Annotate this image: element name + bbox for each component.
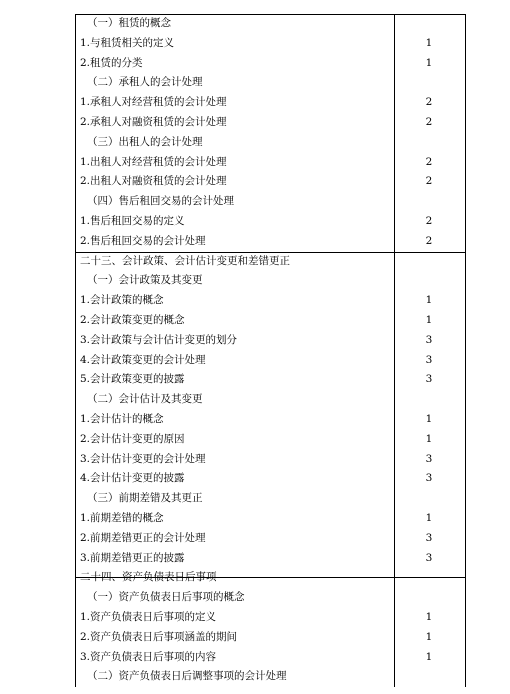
row-number: 2	[425, 234, 433, 247]
table-row	[75, 628, 466, 648]
row-text: （一）租赁的概念	[87, 17, 171, 29]
row-text: 二十四、资产负债表日后事项	[80, 571, 217, 584]
row-text: 1.会计政策的概念	[80, 294, 164, 307]
table-row	[75, 430, 466, 450]
row-text: 2.会计政策变更的概念	[80, 314, 185, 326]
table-row	[75, 232, 466, 252]
table-row	[75, 153, 466, 173]
row-number: 2	[425, 96, 433, 109]
syllabus-table	[75, 14, 466, 687]
row-text: 2.前期差错更正的会计处理	[80, 531, 206, 544]
row-number: 1	[425, 294, 433, 307]
row-number: 1	[425, 314, 433, 326]
row-text: （三）出租人的会计处理	[87, 135, 203, 148]
row-text: （一）会计政策及其变更	[87, 274, 203, 287]
row-text: （四）售后租回交易的会计处理	[87, 195, 234, 208]
row-text: 3.会计估计变更的会计处理	[80, 452, 206, 465]
row-number: 1	[425, 512, 433, 524]
table-row	[75, 370, 466, 390]
row-number: 3	[425, 452, 433, 465]
row-text: 1.前期差错的概念	[80, 512, 164, 524]
table-row	[75, 172, 466, 192]
row-number: 3	[425, 531, 433, 544]
table-row	[75, 192, 466, 212]
row-number: 3	[425, 353, 433, 366]
row-number: 2	[425, 175, 433, 188]
table-row	[75, 113, 466, 133]
row-text: 2.出租人对融资租赁的会计处理	[80, 175, 227, 188]
row-text: 3.会计政策与会计估计变更的划分	[80, 333, 238, 346]
row-text: 2.资产负债表日后事项涵盖的期间	[80, 630, 238, 643]
row-text: 二十三、会计政策、会计估计变更和差错更正	[80, 254, 290, 267]
table-row	[75, 252, 466, 272]
row-text: 2.租赁的分类	[80, 56, 143, 69]
row-text: 1.会计估计的概念	[80, 413, 164, 425]
row-number: 1	[425, 650, 433, 663]
row-text: 5.会计政策变更的披露	[80, 373, 185, 386]
table-row	[75, 588, 466, 608]
table-row	[75, 212, 466, 232]
table-row	[75, 291, 466, 311]
table-row	[75, 529, 466, 549]
row-number: 2	[425, 155, 433, 168]
row-number: 1	[425, 611, 433, 623]
table-row	[75, 469, 466, 489]
table-row	[75, 608, 466, 628]
table-row	[75, 351, 466, 371]
row-text: 3.资产负债表日后事项的内容	[80, 650, 217, 663]
table-row	[75, 133, 466, 153]
row-number: 3	[425, 551, 433, 564]
table-row	[75, 14, 466, 34]
table-row	[75, 549, 466, 569]
row-text: （二）资产负债表日后调整事项的会计处理	[87, 670, 287, 683]
row-text: 1.出租人对经营租赁的会计处理	[80, 155, 227, 168]
table-row	[75, 410, 466, 430]
row-number: 1	[425, 36, 433, 49]
table-row	[75, 331, 466, 351]
table-row	[75, 648, 466, 668]
row-text: （二）承租人的会计处理	[87, 76, 203, 89]
row-text: （三）前期差错及其更正	[87, 492, 203, 505]
row-number: 2	[425, 116, 433, 128]
row-number: 3	[425, 472, 433, 485]
table-row	[75, 667, 466, 687]
row-text: 1.承租人对经营租赁的会计处理	[80, 96, 227, 109]
row-text: 4.会计政策变更的会计处理	[80, 353, 206, 366]
row-text: （一）资产负债表日后事项的概念	[87, 591, 245, 604]
row-number: 2	[425, 215, 433, 227]
row-number: 1	[425, 413, 433, 425]
row-text: 2.会计估计变更的原因	[80, 432, 185, 445]
row-number: 1	[425, 432, 433, 445]
table-row	[75, 271, 466, 291]
row-number: 3	[425, 333, 433, 346]
table-row	[75, 73, 466, 93]
table-row	[75, 489, 466, 509]
row-text: （二）会计估计及其变更	[87, 393, 203, 406]
row-text: 1.售后租回交易的定义	[80, 215, 185, 227]
table-row	[75, 450, 466, 470]
table-row	[75, 311, 466, 331]
row-text: 2.承租人对融资租赁的会计处理	[80, 116, 227, 128]
row-number: 1	[425, 56, 433, 69]
row-text: 3.前期差错更正的披露	[80, 551, 185, 564]
row-text: 1.资产负债表日后事项的定义	[80, 611, 217, 623]
row-text: 1.与租赁相关的定义	[80, 36, 175, 49]
table-row	[75, 34, 466, 54]
table-row	[75, 390, 466, 410]
table-row	[75, 93, 466, 113]
table-row	[75, 509, 466, 529]
row-text: 4.会计估计变更的披露	[80, 472, 185, 485]
table-row	[75, 54, 466, 74]
row-number: 1	[425, 630, 433, 643]
table-row	[75, 568, 466, 588]
row-text: 2.售后租回交易的会计处理	[80, 234, 206, 247]
row-number: 3	[425, 373, 433, 386]
